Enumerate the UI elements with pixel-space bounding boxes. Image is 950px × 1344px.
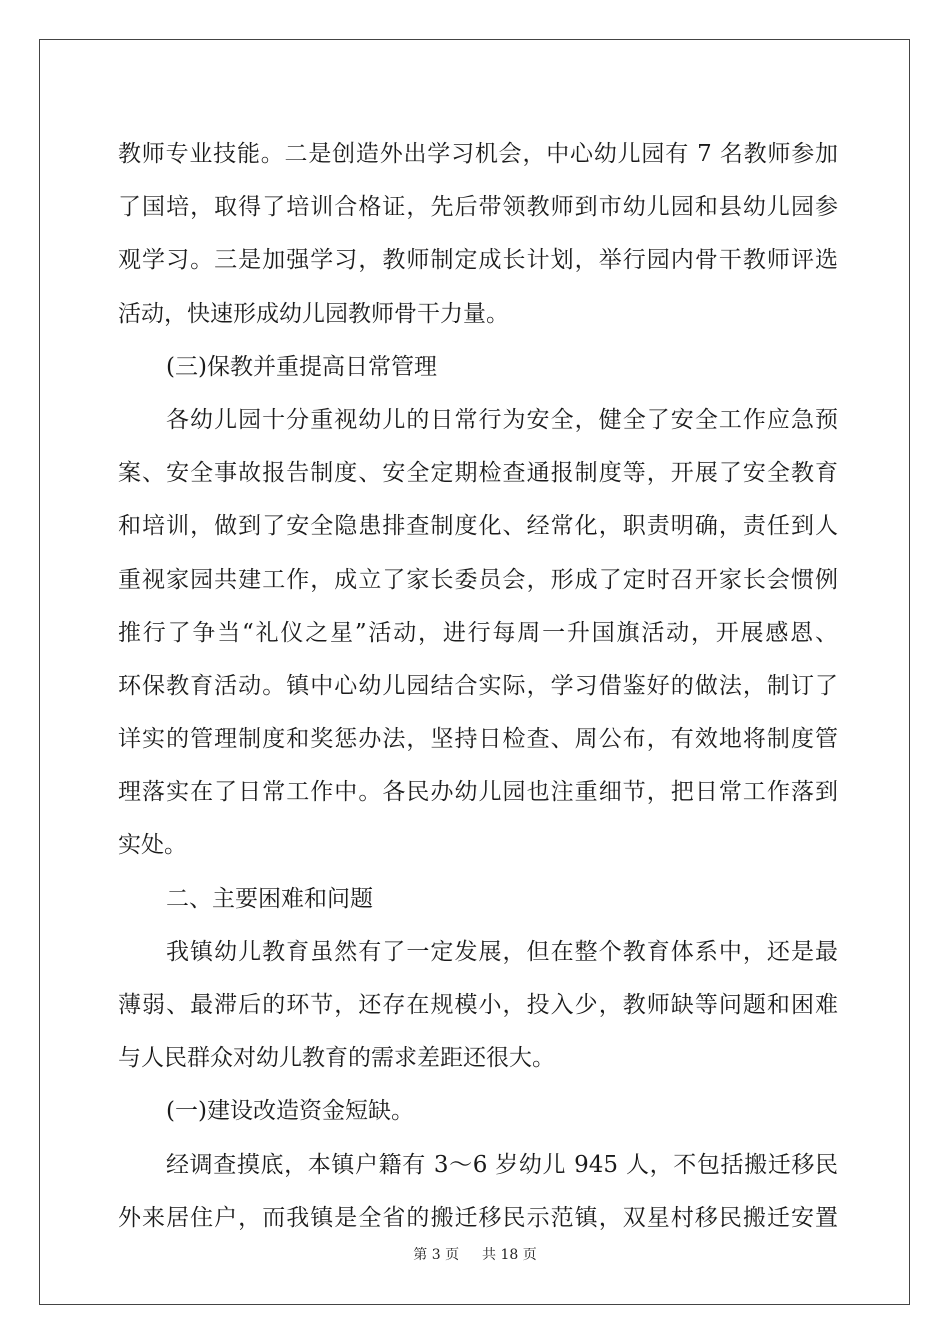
text-line: 薄弱、最滞后的环节，还存在规模小，投入少，教师缺等问题和困难 [118,992,838,1018]
text-line: 重视家园共建工作，成立了家长委员会，形成了定时召开家长会惯例 [118,566,838,593]
text-line: 了国培，取得了培训合格证，先后带领教师到市幼儿园和县幼儿园参 [118,194,838,221]
page-number: 第 3 页 [413,1247,460,1263]
text-line: 活动，快速形成幼儿园教师骨干力量。 [118,300,509,327]
page-footer [0,1244,950,1264]
text-line: 案、安全事故报告制度、安全定期检查通报制度等，开展了安全教育 [118,460,838,487]
text-line: 推行了争当“礼仪之星”活动，进行每周一升国旗活动，开展感恩、 [118,619,838,646]
page-total: 共 18 页 [482,1247,537,1263]
text-line: 详实的管理制度和奖惩办法，坚持日检查、周公布，有效地将制度管 [118,726,838,753]
text-line: 观学习。三是加强学习，教师制定成长计划，举行园内骨干教师评选 [118,247,838,274]
text-line: 各幼儿园十分重视幼儿的日常行为安全，健全了安全工作应急预 [166,406,838,433]
section-heading: (一)建设改造资金短缺。 [166,1098,414,1125]
section-heading: 二、主要困难和问题 [166,885,373,912]
text-line: 理落实在了日常工作中。各民办幼儿园也注重细节，把日常工作落到 [118,779,838,806]
section-heading: (三)保教并重提高日常管理 [166,353,437,380]
text-line: 外来居住户，而我镇是全省的搬迁移民示范镇，双星村移民搬迁安置 [118,1204,838,1231]
text-line: 我镇幼儿教育虽然有了一定发展，但在整个教育体系中，还是最 [166,938,838,965]
text-line: 与人民群众对幼儿教育的需求差距还很大。 [118,1045,555,1072]
text-line: 实处。 [118,832,187,859]
text-line: 和培训，做到了安全隐患排查制度化、经常化，职责明确，责任到人 [118,513,838,540]
document-body [118,128,838,1245]
text-line: 教师专业技能。二是创造外出学习机会，中心幼儿园有 7 名教师参加 [118,141,838,167]
text-line: 经调查摸底，本镇户籍有 3～6 岁幼儿 945 人，不包括搬迁移民 [166,1151,838,1178]
text-line: 环保教育活动。镇中心幼儿园结合实际，学习借鉴好的做法，制订了 [118,672,838,699]
